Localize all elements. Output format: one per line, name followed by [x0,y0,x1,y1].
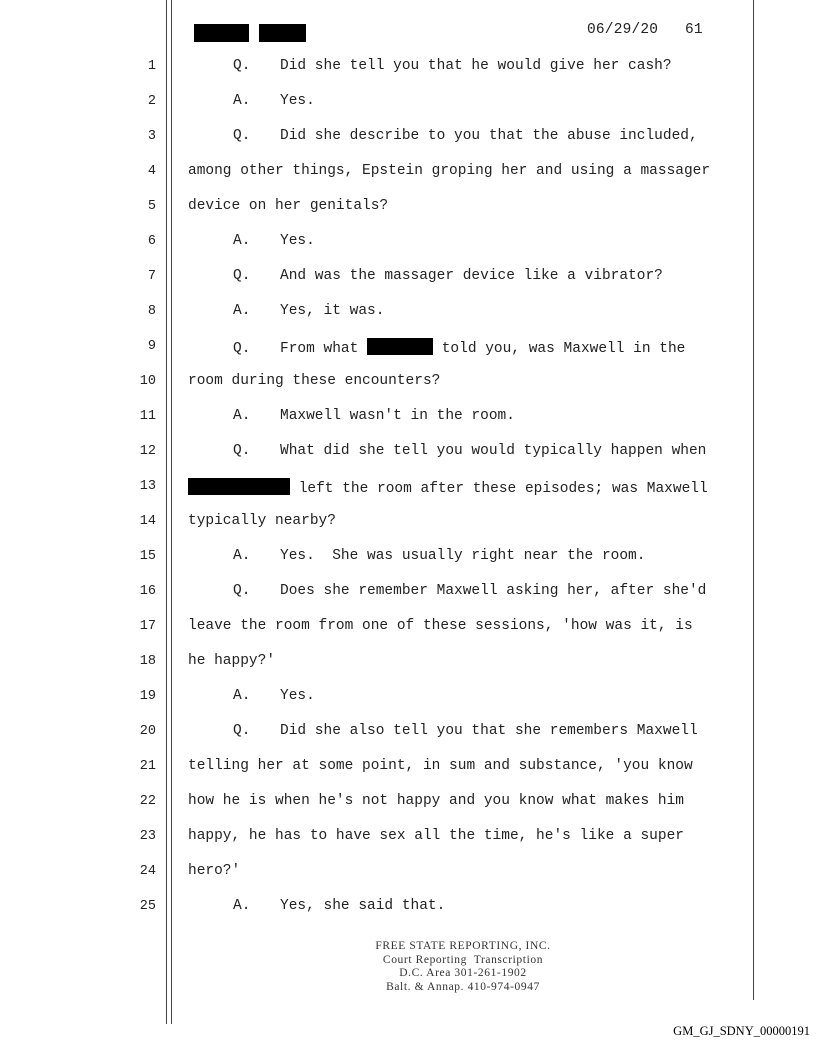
qa-label: Q. [233,128,251,144]
transcript-line [0,197,816,232]
header-page-number: 61 [684,22,703,38]
footer-phone-dc: D.C. Area 301-261-1902 [399,967,527,979]
line-text: A. Yes. [233,93,315,109]
name-redaction [367,338,433,355]
line-number: 4 [147,164,156,179]
transcript-line [0,687,816,722]
transcript-line [0,337,816,372]
line-number: 21 [139,759,156,774]
transcript-line [0,57,816,92]
transcript-line [0,862,816,897]
line-text: room during these encounters? [188,373,441,389]
line-number: 12 [139,444,156,459]
line-number: 15 [139,549,156,564]
header-date: 06/29/20 [587,22,659,38]
line-text: Q. Did she tell you that he would give her cash? [233,58,672,74]
transcript-line [0,442,816,477]
transcript-line [0,827,816,862]
line-text: Q. From what told you, was Maxwell in the [233,338,685,357]
line-text: Q. What did she tell you would typically happen when [233,443,707,459]
line-number: 8 [147,304,156,319]
qa-label: Q. [233,341,251,357]
line-number: 10 [139,374,156,389]
transcript-line [0,722,816,757]
line-text: A. Maxwell wasn't in the room. [233,408,515,424]
line-text: Q. And was the massager device like a vibrator? [233,268,663,284]
transcript-line [0,302,816,337]
line-number: 13 [139,479,156,494]
line-text: left the room after these episodes; was Maxwell [188,478,708,497]
transcript-line [0,582,816,617]
line-number: 6 [147,234,156,249]
qa-label: Q. [233,58,251,74]
line-number: 3 [147,129,156,144]
line-number: 20 [139,724,156,739]
transcript-line [0,267,816,302]
name-redaction [188,478,290,495]
line-number: 16 [139,584,156,599]
transcript-line [0,792,816,827]
footer-services: Court Reporting Transcription [382,953,544,966]
line-number: 24 [139,864,156,879]
line-text: A. Yes. [233,688,315,704]
line-number: 23 [139,829,156,844]
transcript-line [0,232,816,267]
transcript-line [0,512,816,547]
qa-label: A. [233,688,251,704]
line-number: 25 [139,899,156,914]
header-redaction-2 [259,24,306,42]
line-number: 17 [139,619,156,634]
header-redaction-1 [194,24,249,42]
bates-number: GM_GJ_SDNY_00000191 [673,1024,810,1038]
transcript-line [0,407,816,442]
line-text: Q. Did she describe to you that the abuse included, [233,128,698,144]
line-text: A. Yes, she said that. [233,898,446,914]
transcript-line [0,372,816,407]
line-number: 1 [147,59,156,74]
transcript-line [0,897,816,932]
line-number: 11 [139,409,156,424]
line-text: A. Yes, it was. [233,303,385,319]
line-number: 2 [147,94,156,109]
line-text: A. Yes. [233,233,315,249]
transcript-line [0,617,816,652]
qa-label: A. [233,408,251,424]
transcript-line [0,477,816,512]
qa-label: Q. [233,268,251,284]
line-text: hero?' [188,863,241,879]
line-number: 9 [147,339,156,354]
transcript-line [0,127,816,162]
line-text: happy, he has to have sex all the time, he's like a super [188,828,684,844]
qa-label: A. [233,233,251,249]
line-number: 5 [147,199,156,214]
qa-label: Q. [233,443,251,459]
qa-label: A. [233,548,251,564]
qa-label: Q. [233,723,251,739]
line-number: 22 [139,794,156,809]
transcript-line [0,652,816,687]
line-text: leave the room from one of these sessions, 'how was it, is [188,618,693,634]
qa-label: A. [233,303,251,319]
transcript-line [0,547,816,582]
header-date-page [587,22,703,38]
line-number: 19 [139,689,156,704]
line-text: Q. Does she remember Maxwell asking her, after she'd [233,583,707,599]
line-text: device on her genitals? [188,198,389,214]
transcript-line [0,162,816,197]
line-number: 18 [139,654,156,669]
footer-phone-balt: Balt. & Annap. 410-974-0947 [386,980,540,993]
line-text: telling her at some point, in sum and substance, 'you know [188,758,693,774]
qa-label: A. [233,93,251,109]
qa-label: A. [233,898,251,914]
line-number: 14 [139,514,156,529]
transcript-line [0,92,816,127]
transcript-line [0,757,816,792]
line-text: Q. Did she also tell you that she remembers Maxwell [233,723,698,739]
line-number: 7 [147,269,156,284]
line-text: typically nearby? [188,513,336,529]
line-text: how he is when he's not happy and you know what makes him [188,793,684,809]
footer-company: FREE STATE REPORTING, INC. [375,940,551,952]
line-text: he happy?' [188,653,276,669]
line-text: A. Yes. She was usually right near the room. [233,548,646,564]
line-text: among other things, Epstein groping her and using a massager [188,163,711,179]
reporter-footer [300,940,626,994]
qa-label: Q. [233,583,251,599]
